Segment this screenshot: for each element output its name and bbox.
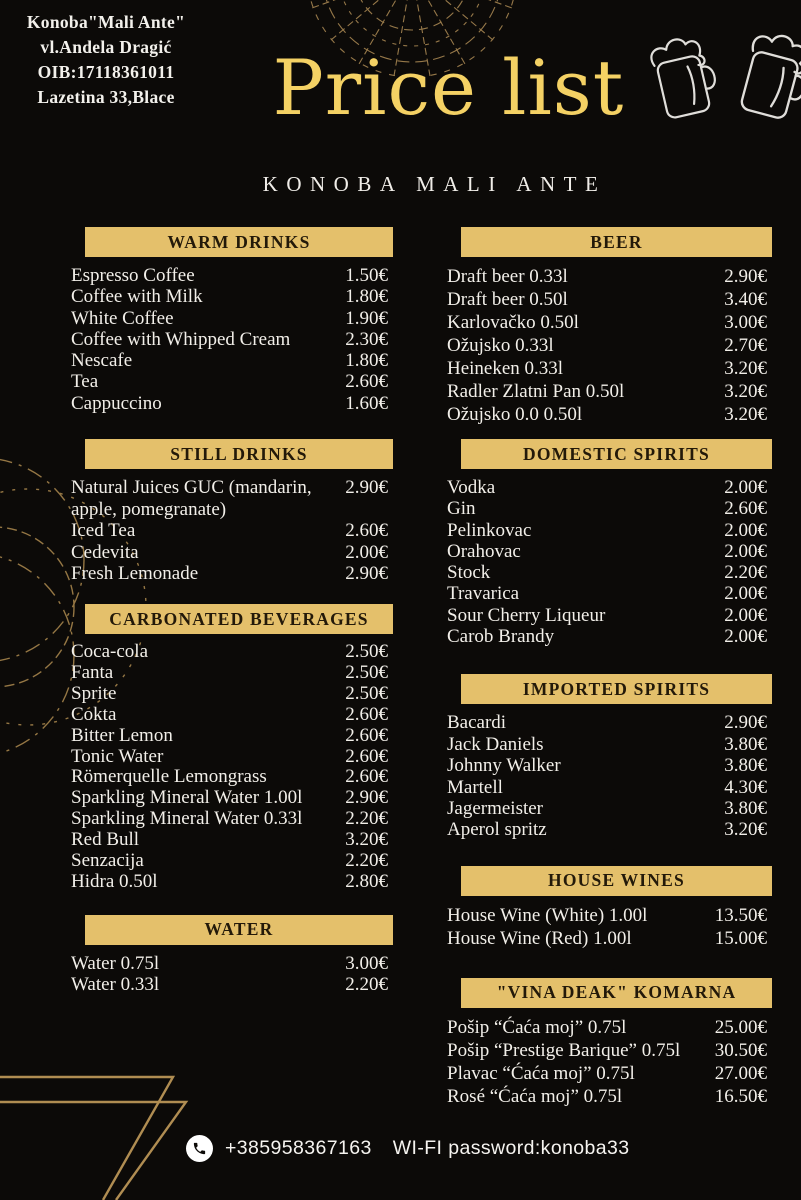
menu-item (71, 265, 388, 286)
section-header (85, 604, 393, 634)
item-name: Stock (447, 562, 491, 584)
menu-item (71, 726, 388, 747)
item-name: Sparkling Mineral Water 0.33l (71, 808, 303, 830)
item-name: Pošip “Prestige Barique” 0.75l (447, 1039, 681, 1061)
item-name: Jack Daniels (447, 733, 544, 755)
menu-item (71, 393, 388, 414)
menu-item (447, 605, 767, 626)
item-price: 2.90€ (345, 477, 388, 499)
item-price: 2.20€ (345, 850, 388, 872)
menu-item (447, 477, 767, 498)
item-price: 2.00€ (724, 540, 767, 562)
menu-item (71, 477, 388, 520)
menu-item (71, 705, 388, 726)
item-price: 2.80€ (345, 871, 388, 893)
item-price: 2.00€ (724, 477, 767, 498)
item-price: 2.50€ (345, 661, 388, 683)
item-price: 3.40€ (724, 289, 767, 310)
item-name: Draft beer 0.33l (447, 266, 568, 287)
section-header (461, 227, 772, 257)
item-name: Radler Zlatni Pan 0.50l (447, 381, 625, 402)
item-price: 2.00€ (724, 626, 767, 648)
item-name: Cedevita (71, 541, 139, 563)
item-price: 2.90€ (724, 712, 767, 734)
item-price: 2.60€ (345, 703, 388, 725)
phone-number: +385958367163 (225, 1136, 372, 1159)
section-title: IMPORTED SPIRITS (522, 678, 711, 699)
item-price: 3.20€ (724, 404, 767, 425)
item-price: 15.00€ (714, 927, 767, 949)
menu-column-right (447, 227, 772, 1108)
menu-item (71, 851, 388, 872)
item-price: 2.30€ (345, 328, 388, 350)
item-price: 2.60€ (345, 371, 388, 393)
item-name: Espresso Coffee (71, 265, 195, 286)
menu-item (71, 371, 388, 392)
item-price: 27.00€ (714, 1062, 767, 1084)
menu-item (71, 830, 388, 851)
item-price: 2.00€ (724, 604, 767, 626)
menu-item (71, 788, 388, 809)
wifi-password: WI-FI password:konoba33 (392, 1136, 630, 1159)
item-name: Gin (447, 498, 476, 520)
item-price: 3.20€ (345, 829, 388, 851)
item-name: Natural Juices GUC (mandarin, apple, pomegranate) (71, 477, 312, 520)
item-name: Cokta (71, 703, 117, 725)
phone-icon (186, 1135, 213, 1162)
menu-item (447, 357, 767, 380)
item-name: Karlovačko 0.50l (447, 312, 579, 333)
item-price: 2.20€ (345, 808, 388, 830)
section-header (85, 915, 393, 945)
menu-column-left (71, 227, 393, 996)
item-price: 1.50€ (345, 265, 388, 286)
item-name: Heineken 0.33l (447, 358, 564, 379)
item-name: Sour Cherry Liqueur (447, 604, 606, 626)
item-name: Johnny Walker (447, 755, 561, 777)
section-title: STILL DRINKS (170, 443, 308, 464)
menu-item (71, 350, 388, 371)
section-header (461, 439, 772, 469)
section-title: WARM DRINKS (167, 231, 311, 252)
section-items (71, 265, 393, 414)
item-name: Sprite (71, 682, 117, 704)
menu-item (447, 626, 767, 647)
menu-item (71, 974, 388, 996)
page-title: Price list (272, 43, 625, 132)
item-name: Martell (447, 776, 503, 798)
chevron-lines-decor (0, 1077, 186, 1200)
item-name: Tea (71, 371, 99, 393)
menu-item (447, 334, 767, 357)
item-name: Iced Tea (71, 520, 136, 542)
item-price: 2.50€ (345, 682, 388, 704)
item-price: 1.80€ (345, 286, 388, 308)
business-address: Lazetina 33,Blace (37, 87, 175, 107)
section-items (71, 477, 393, 585)
menu-section (71, 227, 393, 414)
item-price: 3.00€ (345, 952, 388, 974)
item-price: 1.80€ (345, 350, 388, 372)
section-header (461, 866, 772, 896)
section-items (447, 904, 772, 950)
menu-section (71, 604, 393, 893)
item-price: 16.50€ (714, 1085, 767, 1107)
section-title: WATER (204, 919, 274, 940)
section-items (447, 712, 772, 840)
item-name: Ožujsko 0.33l (447, 335, 554, 356)
item-name: Tonic Water (71, 745, 164, 767)
item-name: Orahovac (447, 540, 521, 562)
item-price: 3.20€ (724, 819, 767, 841)
item-price: 1.90€ (345, 307, 388, 329)
item-price: 2.90€ (724, 266, 767, 287)
menu-item (71, 642, 388, 663)
item-name: Bitter Lemon (71, 724, 173, 746)
item-name: White Coffee (71, 307, 174, 329)
menu-item (447, 1085, 767, 1108)
item-name: Pelinkovac (447, 519, 532, 541)
menu-item (71, 809, 388, 830)
item-name: Coffee with Milk (71, 286, 203, 308)
item-name: Pošip “Ćaća moj” 0.75l (447, 1016, 627, 1038)
menu-item (71, 542, 388, 564)
footer (186, 1134, 630, 1162)
menu-item (447, 583, 767, 604)
menu-section (447, 227, 772, 426)
menu-item (71, 767, 388, 788)
item-price: 2.20€ (724, 562, 767, 584)
menu-item (71, 872, 388, 893)
item-price: 3.80€ (724, 798, 767, 819)
item-price: 3.80€ (724, 733, 767, 755)
menu-item (447, 1039, 767, 1062)
menu-item (447, 265, 767, 288)
menu-item (447, 520, 767, 541)
menu-section (447, 978, 772, 1108)
item-price: 2.60€ (345, 724, 388, 746)
item-name: Vodka (447, 477, 496, 498)
menu-item (447, 1016, 767, 1039)
item-price: 2.60€ (724, 498, 767, 520)
section-items (447, 477, 772, 647)
menu-section (71, 439, 393, 585)
menu-item (447, 755, 767, 776)
item-name: Aperol spritz (447, 819, 547, 841)
item-name: Red Bull (71, 829, 140, 851)
menu-section (447, 866, 772, 950)
item-price: 2.00€ (345, 541, 388, 563)
menu-item (71, 953, 388, 975)
item-price: 3.20€ (724, 381, 767, 402)
item-name: Water 0.33l (71, 974, 160, 996)
item-name: Ožujsko 0.0 0.50l (447, 404, 583, 425)
item-name: Coffee with Whipped Cream (71, 328, 291, 350)
item-price: 2.90€ (345, 563, 388, 585)
menu-section (447, 674, 772, 841)
section-title: CARBONATED BEVERAGES (109, 608, 369, 629)
item-name: Sparkling Mineral Water 1.00l (71, 787, 303, 809)
item-price: 2.60€ (345, 745, 388, 767)
menu-section (71, 915, 393, 996)
item-price: 2.90€ (345, 787, 388, 809)
item-price: 3.00€ (724, 312, 767, 333)
section-title: HOUSE WINES (548, 870, 685, 891)
item-name: Coca-cola (71, 641, 149, 663)
item-name: Römerquelle Lemongrass (71, 766, 267, 788)
page-subtitle: KONOBA MALI ANTE (262, 172, 607, 196)
item-name: House Wine (Red) 1.00l (447, 927, 632, 949)
menu-item (447, 927, 767, 950)
menu-item (71, 520, 388, 542)
section-header (461, 674, 772, 704)
section-header (461, 978, 772, 1008)
menu-item (447, 562, 767, 583)
section-title: BEER (590, 231, 643, 252)
section-items (71, 953, 393, 996)
item-name: Bacardi (447, 712, 507, 734)
menu-item (71, 286, 388, 307)
item-name: Fresh Lemonade (71, 563, 199, 585)
item-price: 2.50€ (345, 641, 388, 663)
business-owner: vl.Andela Dragić (40, 37, 172, 57)
item-name: Draft beer 0.50l (447, 289, 568, 310)
menu-item (71, 563, 388, 585)
menu-item (71, 329, 388, 350)
menu-item (71, 747, 388, 768)
item-name: Cappuccino (71, 392, 162, 414)
item-price: 2.60€ (345, 766, 388, 788)
item-name: Fanta (71, 661, 114, 683)
item-name: Carob Brandy (447, 626, 555, 648)
item-price: 1.60€ (345, 392, 388, 414)
business-name: Konoba"Mali Ante" (26, 12, 186, 32)
business-oib: OIB:17118361011 (37, 62, 175, 82)
menu-item (447, 798, 767, 819)
menu-item (71, 308, 388, 329)
item-price: 30.50€ (714, 1039, 767, 1061)
menu-section (447, 439, 772, 648)
menu-item (447, 904, 767, 927)
item-name: Senzacija (71, 850, 144, 872)
menu-item (447, 541, 767, 562)
menu-item (447, 311, 767, 334)
menu-item (447, 380, 767, 403)
section-header (85, 439, 393, 469)
item-price: 3.80€ (724, 755, 767, 777)
item-name: House Wine (White) 1.00l (447, 904, 648, 926)
menu-item (447, 712, 767, 733)
section-items (447, 1016, 772, 1108)
item-price: 2.00€ (724, 519, 767, 541)
item-name: Water 0.75l (71, 952, 160, 974)
item-price: 25.00€ (714, 1016, 767, 1038)
item-price: 2.20€ (345, 974, 388, 996)
section-items (71, 642, 393, 893)
menu-item (447, 734, 767, 755)
item-name: Hidra 0.50l (71, 871, 158, 893)
item-price: 2.70€ (724, 335, 767, 356)
menu-item (71, 684, 388, 705)
item-name: Nescafe (71, 350, 133, 372)
menu-item (447, 777, 767, 798)
item-price: 2.00€ (724, 583, 767, 605)
item-price: 4.30€ (724, 776, 767, 798)
menu-item (447, 819, 767, 840)
menu-item (447, 1062, 767, 1085)
item-name: Rosé “Ćaća moj” 0.75l (447, 1085, 623, 1107)
menu-item (71, 663, 388, 684)
menu-item (447, 403, 767, 426)
section-title: "VINA DEAK" KOMARNA (496, 982, 737, 1003)
menu-item (447, 288, 767, 311)
item-price: 13.50€ (714, 904, 767, 926)
section-title: DOMESTIC SPIRITS (523, 443, 710, 464)
item-name: Plavac “Ćaća moj” 0.75l (447, 1062, 635, 1084)
section-header (85, 227, 393, 257)
item-name: Travarica (447, 583, 520, 605)
menu-item (447, 498, 767, 519)
section-items (447, 265, 772, 426)
item-price: 2.60€ (345, 520, 388, 542)
item-price: 3.20€ (724, 358, 767, 379)
item-name: Jagermeister (447, 798, 544, 819)
